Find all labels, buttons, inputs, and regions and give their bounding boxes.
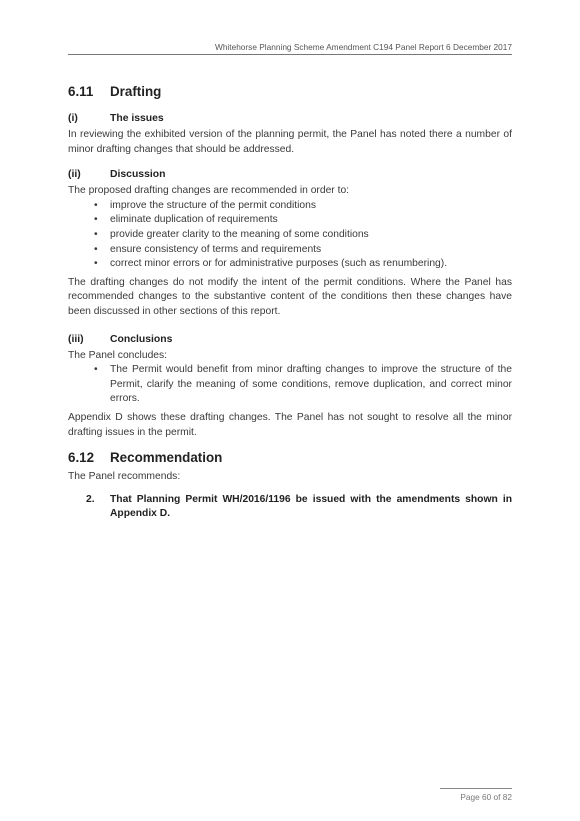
page-number-footer: Page 60 of 82 bbox=[440, 788, 512, 802]
bullet-icon: • bbox=[94, 243, 98, 255]
section-title: Recommendation bbox=[110, 450, 223, 466]
subheading-number: (iii) bbox=[68, 333, 84, 345]
list-item: • The Permit would benefit from minor drafting changes to improve the structure of the Permit, clarify the meaning of some conditions, remove duplication, and correct minor errors. bbox=[94, 364, 512, 405]
subheading-issues bbox=[68, 110, 512, 128]
issues-paragraph: In reviewing the exhibited version of the planning permit, the Panel has noted there a number of minor drafting changes that should be addressed. bbox=[68, 129, 512, 155]
section-number: 6.12 bbox=[68, 450, 95, 466]
bullet-icon: • bbox=[94, 199, 98, 211]
conclusions-intro: The Panel concludes: bbox=[68, 349, 168, 361]
recommendation-item bbox=[68, 493, 512, 522]
section-title: Drafting bbox=[110, 84, 162, 99]
conclusions-paragraph: Appendix D shows these drafting changes. The Panel has not sought to resolve all the minor drafting issues in the permit. bbox=[68, 411, 512, 438]
list-item: • ensure consistency of terms and requirements bbox=[94, 243, 512, 258]
page-content bbox=[68, 80, 512, 522]
bullet-icon: • bbox=[94, 228, 98, 240]
subheading-discussion bbox=[68, 166, 512, 184]
list-item: • provide greater clarity to the meaning of some conditions bbox=[94, 228, 512, 243]
subheading-title: Conclusions bbox=[110, 333, 173, 345]
bullet-icon: • bbox=[94, 214, 98, 226]
subheading-number: (ii) bbox=[68, 169, 81, 181]
bullet-icon: • bbox=[94, 364, 98, 376]
recommendation-intro: The Panel recommends: bbox=[68, 471, 181, 483]
discussion-intro: The proposed drafting changes are recommended in order to: bbox=[68, 185, 350, 197]
section-heading-recommendation bbox=[68, 446, 512, 470]
bullet-icon: • bbox=[94, 258, 98, 270]
discussion-bullet-list bbox=[68, 199, 512, 272]
list-item: • correct minor errors or for administrative purposes (such as renumbering). bbox=[94, 257, 512, 272]
running-header: Whitehorse Planning Scheme Amendment C194 Panel Report 6 December 2017 bbox=[68, 42, 512, 55]
subheading-number: (i) bbox=[68, 113, 78, 124]
recommendation-number: 2. bbox=[86, 493, 95, 505]
conclusions-bullet-list bbox=[68, 363, 512, 407]
subheading-title: Discussion bbox=[110, 169, 166, 181]
recommendation-text: That Planning Permit WH/2016/1196 be issued with the amendments shown in Appendix D. bbox=[110, 493, 512, 520]
discussion-paragraph: The drafting changes do not modify the intent of the permit conditions. Where the Panel has recommended changes to the substantive content of the conditions then these changes have been discussed in other sections of this report. bbox=[68, 276, 512, 317]
section-number: 6.11 bbox=[68, 84, 94, 99]
list-item: • improve the structure of the permit conditions bbox=[94, 199, 512, 214]
section-heading-drafting bbox=[68, 80, 512, 104]
list-item: • eliminate duplication of requirements bbox=[94, 213, 512, 228]
subheading-title: The issues bbox=[110, 113, 164, 124]
subheading-conclusions bbox=[68, 331, 512, 349]
